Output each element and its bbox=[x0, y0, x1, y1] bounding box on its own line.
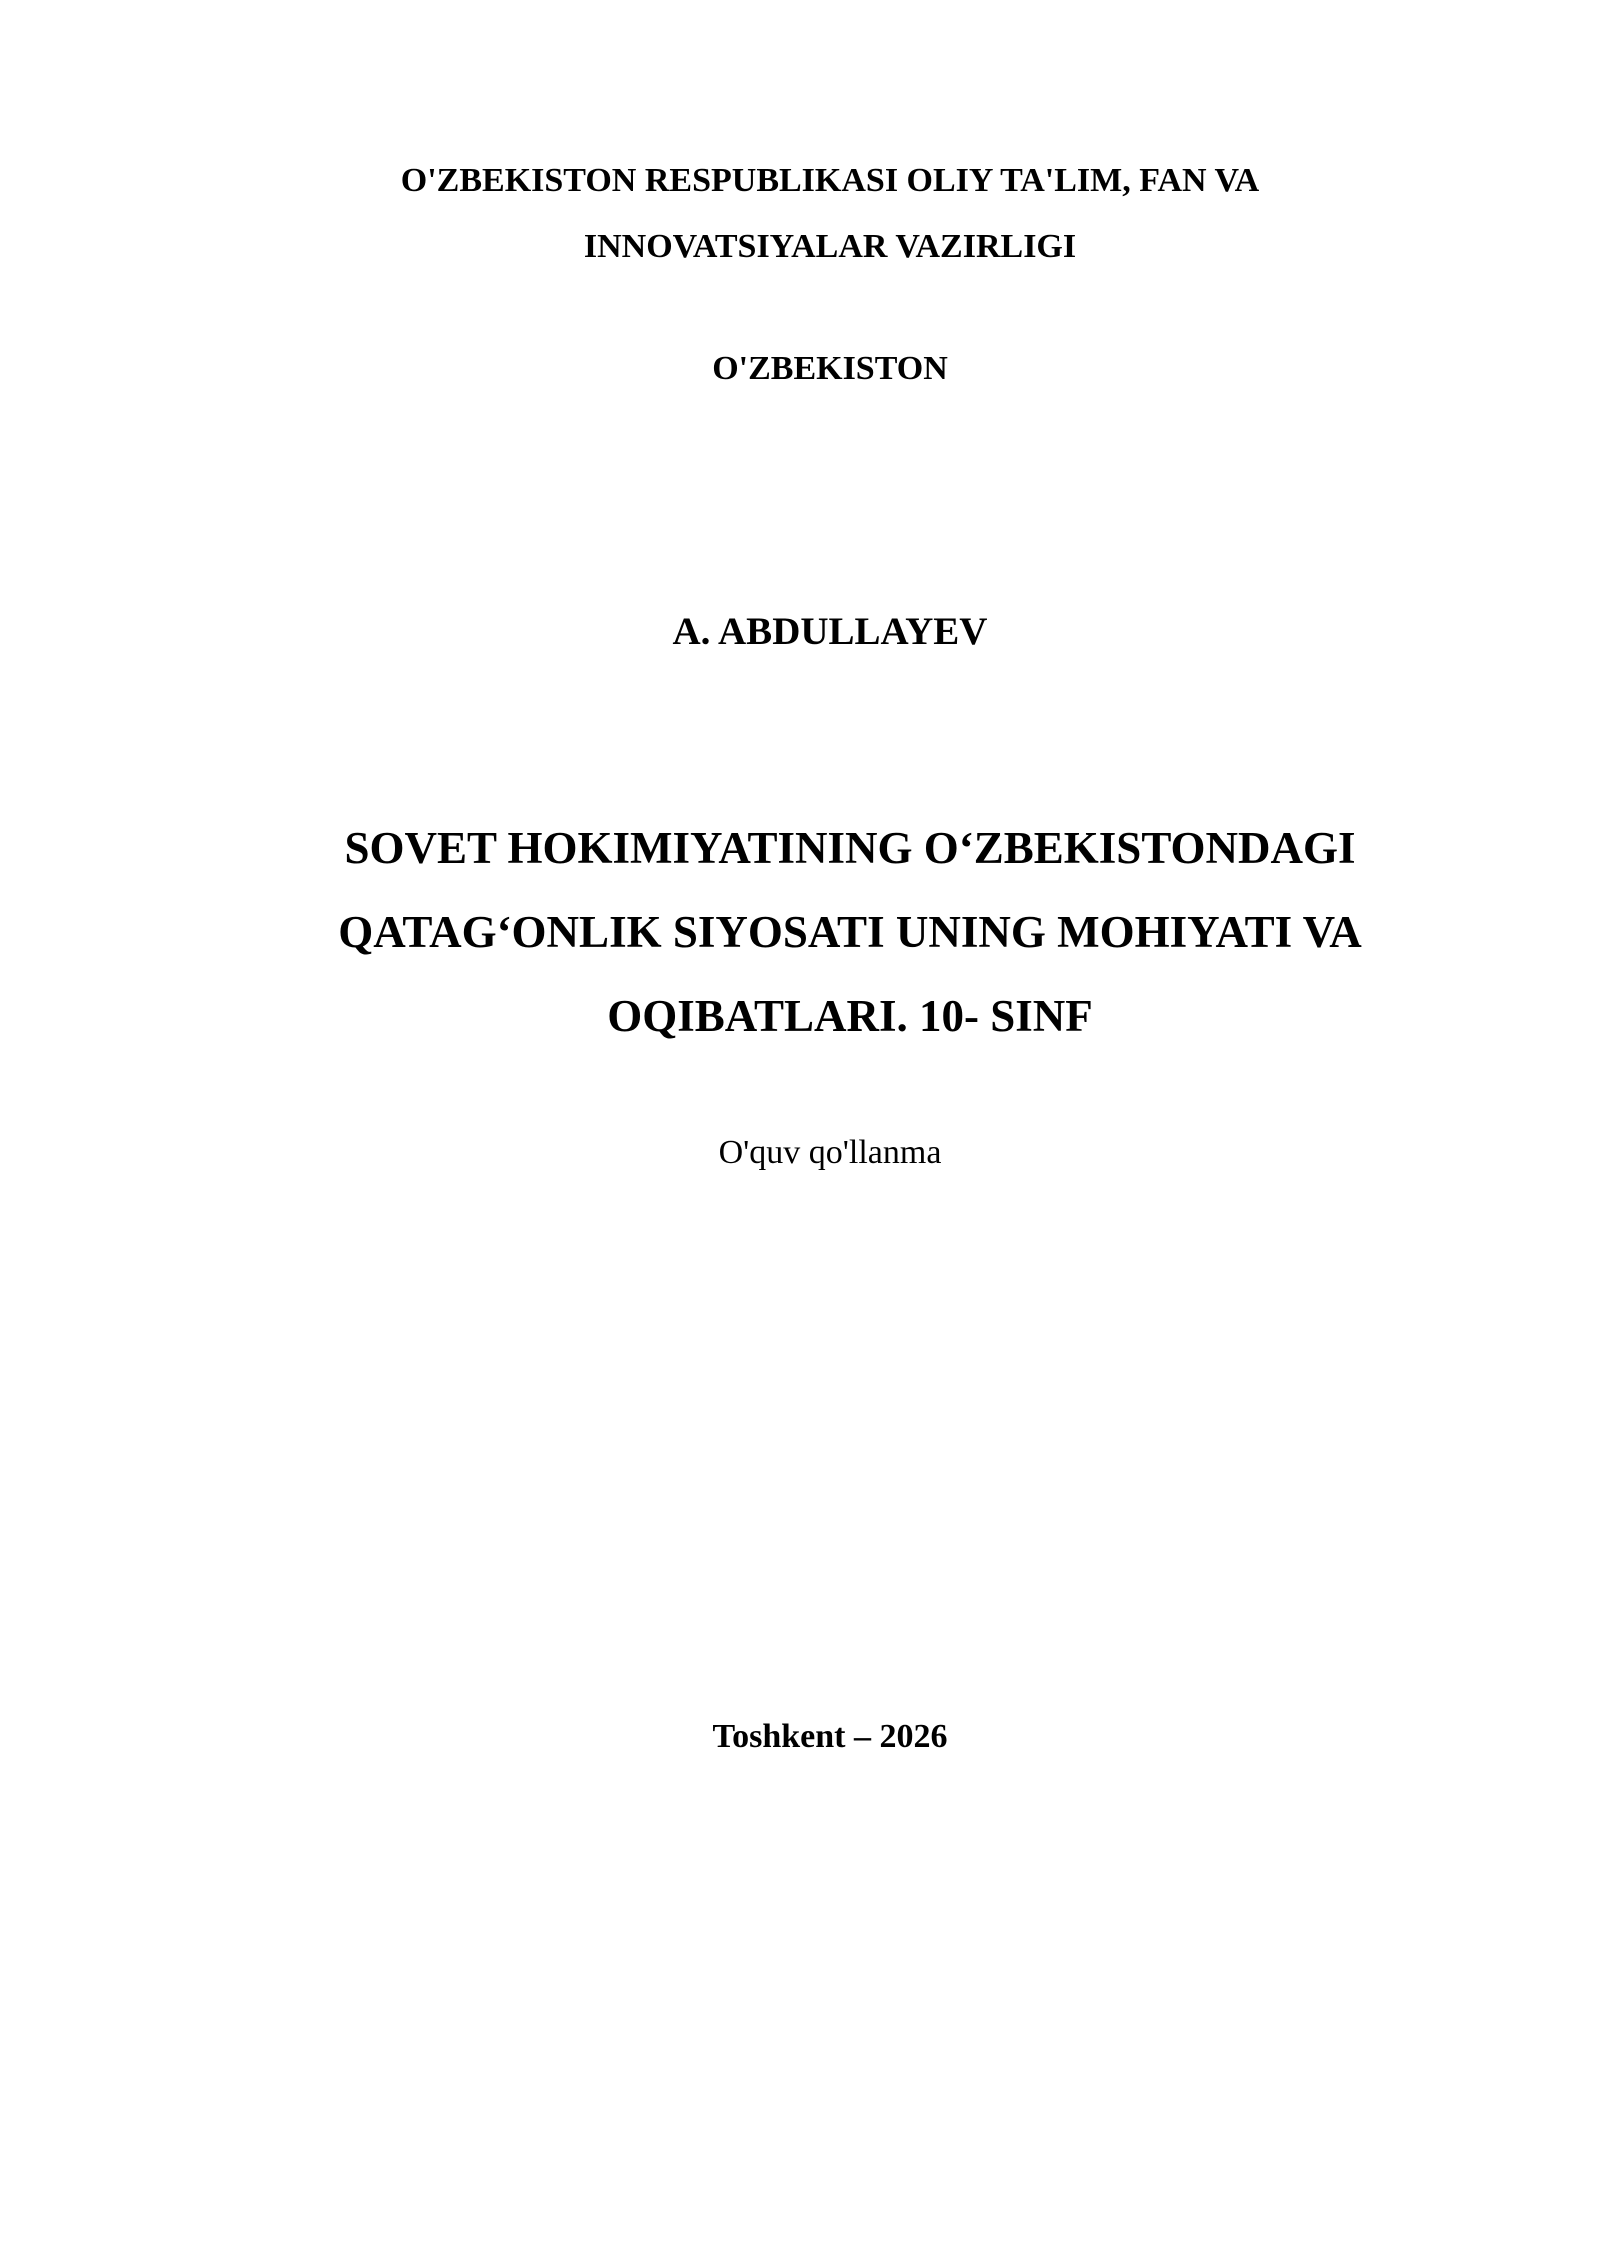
document-subtitle: O'quv qo'llanma bbox=[718, 1134, 942, 1171]
place-and-year: Toshkent – 2026 bbox=[712, 1718, 948, 1755]
title-line-1: SOVET HOKIMIYATINING O‘ZBEKISTONDAGI bbox=[344, 823, 1356, 873]
ministry-heading bbox=[0, 148, 1600, 280]
ministry-line-2: INNOVATSIYALAR VAZIRLIGI bbox=[583, 228, 1077, 265]
author-name: A. ABDULLAYEV bbox=[672, 610, 988, 653]
title-line-3: OQIBATLARI. 10- SINF bbox=[607, 991, 1093, 1041]
country-heading: O'ZBEKISTON bbox=[712, 350, 948, 387]
ministry-line-1: O'ZBEKISTON RESPUBLIKASI OLIY TA'LIM, FAN VA bbox=[400, 162, 1260, 199]
title-line-2: QATAG‘ONLIK SIYOSATI UNING MOHIYATI VA bbox=[338, 907, 1362, 957]
document-title bbox=[0, 806, 1600, 1058]
